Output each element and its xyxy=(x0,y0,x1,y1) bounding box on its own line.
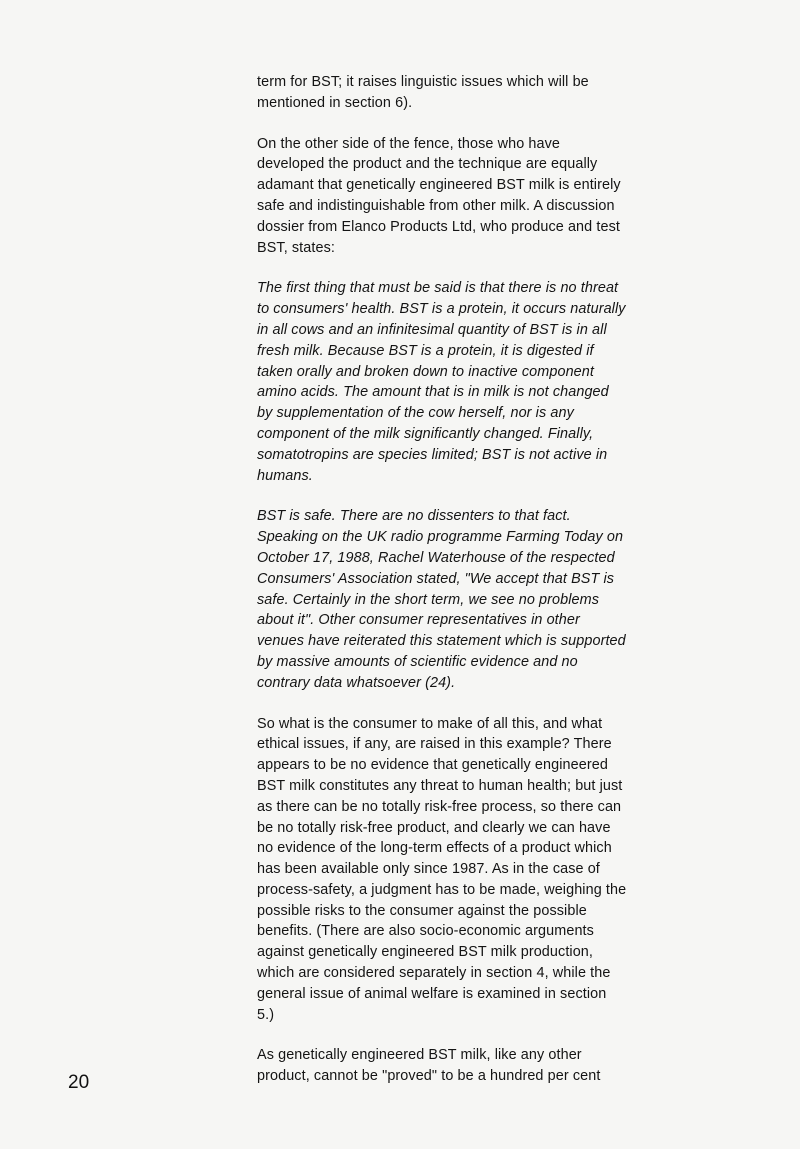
body-paragraph: On the other side of the fence, those who have developed the product and the technique are equally adamant that genetically engineered BST milk is entirely safe and indistinguishable from other milk. A discussion dossier from Elanco Products Ltd, who produce and test BST, states: xyxy=(257,135,621,256)
body-paragraph: term for BST; it raises linguistic issues which will be mentioned in section 6). xyxy=(257,74,589,111)
quoted-passage: The first thing that must be said is that there is no threat to consumers' health. BST is a protein, it occurs naturally in all cows and an infinitesimal quantity of BST is in all fresh milk. Because BST is a protein, it is digested if taken orally and broken down to inactive component amino acids. The amount that is in milk is not changed by supplementation of the cow herself, nor is any component of the milk significantly changed. Finally, somatotropins are species limited; BST is not active in humans. xyxy=(257,280,626,484)
page-number: 20 xyxy=(68,1072,90,1093)
quoted-passage: BST is safe. There are no dissenters to that fact. Speaking on the UK radio programme Farming Today on October 17, 1988, Rachel Waterhouse of the respected Consumers' Association stated, "We accept that BST is safe. Certainly in the short term, we see no problems about it". Other consumer representatives in other venues have reiterated this statement which is supported by massive amounts of scientific evidence and no contrary data whatsoever (24). xyxy=(257,508,626,691)
text-column xyxy=(257,72,627,1107)
body-paragraph: As genetically engineered BST milk, like any other product, cannot be "proved" to be a hundred per cent xyxy=(257,1047,601,1085)
body-paragraph: So what is the consumer to make of all this, and what ethical issues, if any, are raised in this example? There appears to be no evidence that genetically engineered BST milk constitutes any threat to human health; but just as there can be no totally risk-free process, so there can be no totally risk-free product, and clearly we can have no evidence of the long-term effects of a product which has been available only since 1987. As in the case of process-safety, a judgment has to be made, weighing the possible risks to the consumer against the possible benefits. (There are also socio-economic arguments against genetically engineered BST milk production, which are considered separately in section 4, while the general issue of animal welfare is examined in section 5.) xyxy=(257,715,627,1023)
